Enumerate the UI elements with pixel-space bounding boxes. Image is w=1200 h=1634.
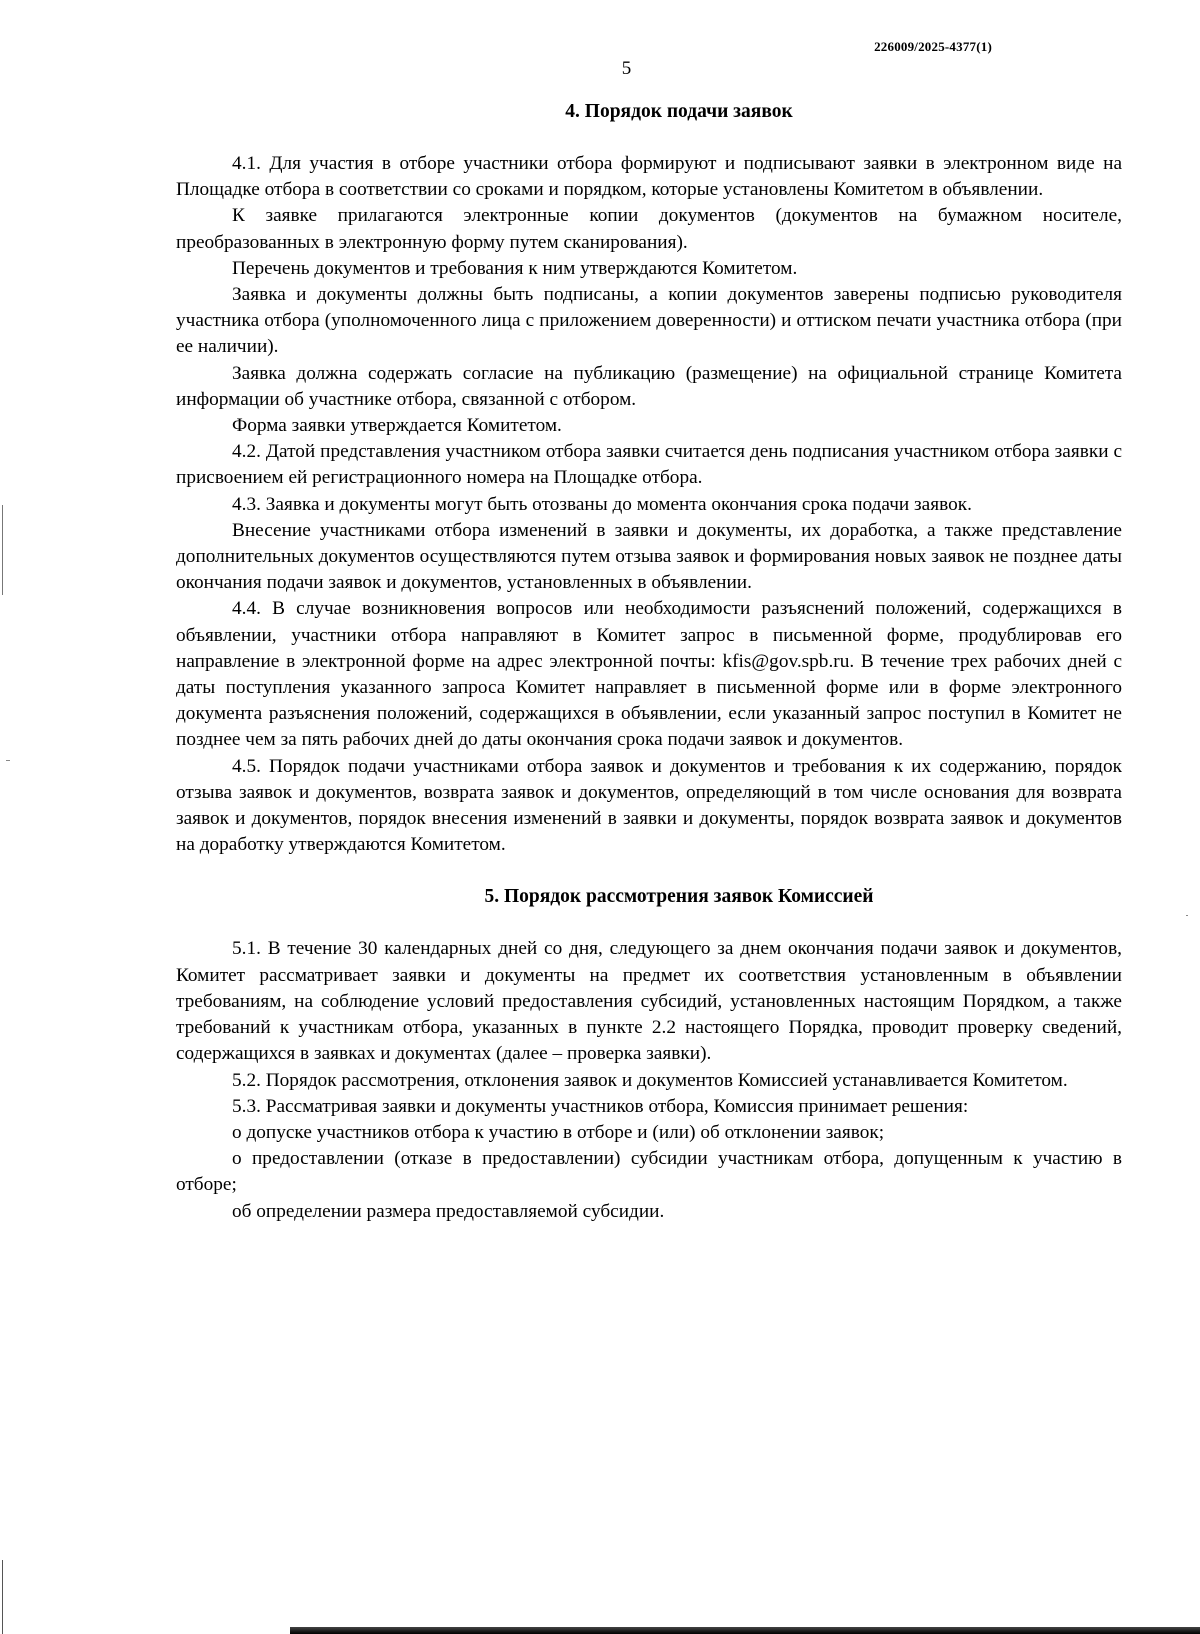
document-registration-number: 226009/2025-4377(1) <box>874 39 992 54</box>
scan-artifact-right-tick <box>1186 915 1188 916</box>
scan-artifact-left-bottom <box>2 1560 3 1634</box>
paragraph-4-5: 4.5. Порядок подачи участниками отбора заявок и документов и требования к их содержанию, порядок отзыва заявок и документов, возврата заявок и документов, определяющий в том числе основания для возврата заявок и документов, порядок внесения изменений в заявки и документы, порядок возврата заявок и документов на доработку утверждаются Комитетом. <box>176 755 1122 856</box>
scan-artifact-bottom-edge <box>290 1627 1200 1634</box>
paragraph-4-1-signatures: Заявка и документы должны быть подписаны, а копии документов заверены подписью руководителя участника отбора (уполномоченного лица с приложением доверенности) и оттиском печати участника отбора (при ее наличии). <box>176 284 1122 358</box>
paragraph-4-1-form: Форма заявки утверждается Комитетом. <box>232 415 562 437</box>
page-number: 5 <box>621 58 632 79</box>
document-body <box>176 99 1122 1225</box>
paragraph-5-1: 5.1. В течение 30 календарных дней со дня, следующего за днем окончания подачи заявок и документов, Комитет рассматривает заявки и документы на предмет их соответствия установленным в объявлении требованиям, на соблюдение условий предоставления субсидий, установленных настоящим Порядком, а также требований к участникам отбора, указанных в пункте 2.2 настоящего Порядка, проводит проверку сведений, содержащихся в заявках и документах (далее – проверка заявки). <box>176 938 1122 1065</box>
paragraph-4-1-document-list: Перечень документов и требования к ним утверждаются Комитетом. <box>232 257 798 279</box>
paragraph-4-1-attachments: К заявке прилагаются электронные копии документов (документов на бумажном носителе, преобразованных в электронную форму путем сканирования). <box>176 205 1122 253</box>
paragraph-4-1: 4.1. Для участия в отборе участники отбора формируют и подписывают заявки в электронном виде на Площадке отбора в соответствии со сроками и порядком, которые установлены Комитетом в объявлении. <box>176 153 1122 201</box>
paragraph-5-3-amount: об определении размера предоставляемой субсидии. <box>232 1200 665 1222</box>
section-4-heading: 4. Порядок подачи заявок <box>565 101 793 122</box>
paragraph-5-3-grant: о предоставлении (отказе в предоставлении) субсидии участникам отбора, допущенным к участию в отборе; <box>176 1148 1122 1196</box>
paragraph-4-4: 4.4. В случае возникновения вопросов или необходимости разъяснений положений, содержащихся в объявлении, участники отбора направляют в Комитет запрос в письменной форме, продублировав его направление в электронной форме на адрес электронной почты: kfis@gov.spb.ru. В течение трех рабочих дней с даты поступления указанного запроса Комитет направляет в письменной форме или в форме электронного документа разъяснения положений, содержащихся в объявлении, если указанный запрос поступил в Комитет не позднее чем за пять рабочих дней до даты окончания срока подачи заявок и документов. <box>176 598 1122 751</box>
paragraph-4-3-changes: Внесение участниками отбора изменений в заявки и документы, их доработка, а также представление дополнительных документов осуществляются путем отзыва заявок и формирования новых заявок не позднее даты окончания подачи заявок и документов, установленных в объявлении. <box>176 519 1122 594</box>
paragraph-4-3: 4.3. Заявка и документы могут быть отозваны до момента окончания срока подачи заявок. <box>232 493 972 515</box>
scan-artifact-left-top <box>2 505 3 595</box>
paragraph-5-3-admission: о допуске участников отбора к участию в отборе и (или) об отклонении заявок; <box>232 1121 885 1143</box>
paragraph-5-3: 5.3. Рассматривая заявки и документы участников отбора, Комиссия принимает решения: <box>232 1095 969 1117</box>
paragraph-4-2: 4.2. Датой представления участником отбора заявки считается день подписания участником отбора заявки с присвоением ей регистрационного номера на Площадке отбора. <box>176 441 1122 489</box>
section-5-heading: 5. Порядок рассмотрения заявок Комиссией <box>484 886 874 908</box>
paragraph-5-2: 5.2. Порядок рассмотрения, отклонения заявок и документов Комиссией устанавливается Комитетом. <box>232 1069 1068 1091</box>
scan-artifact-left-tick <box>6 760 10 761</box>
paragraph-4-1-consent: Заявка должна содержать согласие на публикацию (размещение) на официальной странице Комитета информации об участнике отбора, связанной с отбором. <box>176 362 1122 410</box>
